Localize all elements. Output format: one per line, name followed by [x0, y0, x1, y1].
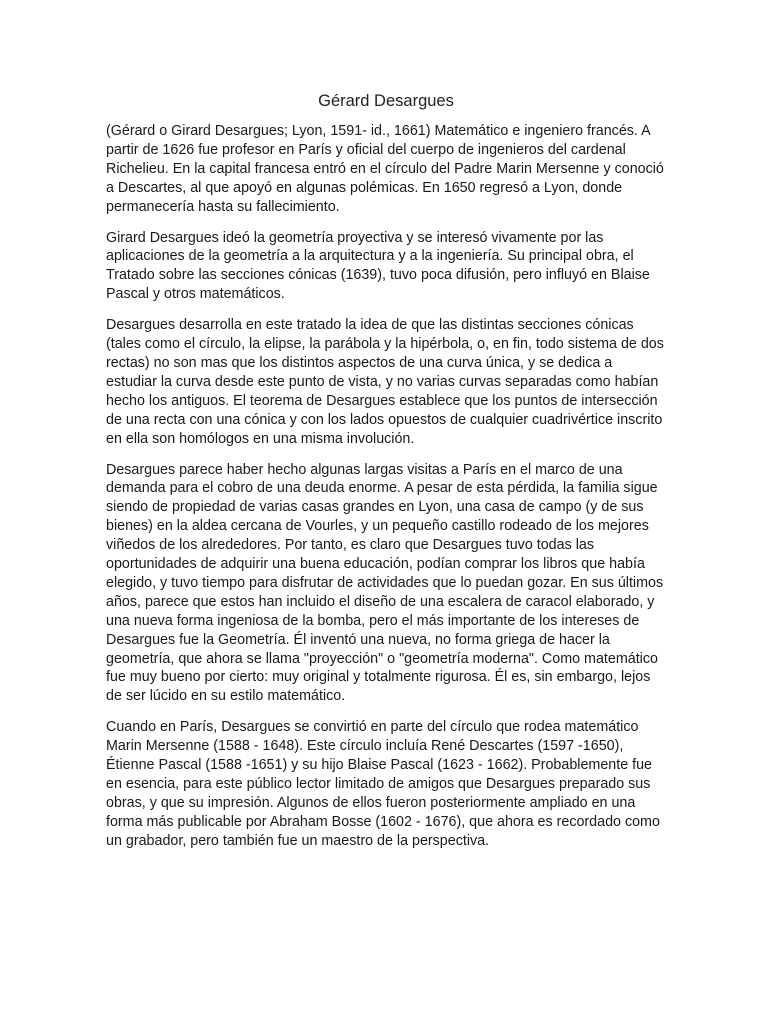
document-page [106, 88, 666, 863]
paragraph-mersenne-circle: Cuando en París, Desargues se convirtió en parte del círculo que rodea matemático Marin Mersenne (1588 - 1648). Este círculo incluía René Descartes (1597 -1650), Étienne Pascal (1588 -1651) y su hijo Blaise Pascal (1623 - 1662). Probablemente fue en esencia, para este público lector limitado de amigos que Desargues preparado sus obras, y que su impresión. Algunos de ellos fueron posteriormente ampliado en una forma más publicable por Abraham Bosse (1602 - 1676), que ahora es recordado como un grabador, pero también fue un maestro de la perspectiva. [106, 719, 660, 849]
paragraph-paris-visits: Desargues parece haber hecho algunas largas visitas a París en el marco de una demanda para el cobro de una deuda enorme. A pesar de esta pérdida, la familia sigue siendo de propiedad de varias casas grandes en Lyon, una casa de campo (y de sus bienes) en la aldea cercana de Vourles, y un pequeño castillo rodeado de los mejores viñedos de los alrededores. Por tanto, es claro que Desargues tuvo todas las oportunidades de adquirir una buena educación, podían comprar los libros que había elegido, y tuvo tiempo para disfrutar de actividades que lo puedan gozar. En sus últimos años, parece que estos han incluido el diseño de una escalera de caracol elaborado, y una nueva forma ingeniosa de la bomba, pero el más importante de los intereses de Desargues fue la Geometría. Él inventó una nueva, no forma griega de hacer la geometría, que ahora se llama "proyección" o "geometría moderna". Como matemático fue muy bueno por cierto: muy original y totalmente rigurosa. Él es, sin embargo, lejos de ser lúcido en su estilo matemático. [106, 461, 664, 705]
paragraph-biography: (Gérard o Girard Desargues; Lyon, 1591- id., 1661) Matemático e ingeniero francés. A partir de 1626 fue profesor en París y oficial del cuerpo de ingenieros del cardenal Richelieu. En la capital francesa entró en el círculo del Padre Marin Mersenne y conoció a Descartes, al que apoyó en algunas polémicas. En 1650 regresó a Lyon, donde permanecería hasta su fallecimiento. [106, 123, 664, 215]
paragraph-conic-sections: Desargues desarrolla en este tratado la idea de que las distintas secciones cónicas (tales como el círculo, la elipse, la parábola y la hipérbola, o, en fin, todo sistema de dos rectas) no son mas que los distintos aspectos de una curva única, y se dedica a estudiar la curva desde este punto de vista, y no varias curvas separadas como habían hecho los antiguos. El teorema de Desargues establece que los puntos de intersección de una recta con una cónica y con los lados opuestos de cualquier cuadrivértice inscrito en ella son homólogos en una misma involución. [106, 317, 664, 447]
document-title: Gérard Desargues [318, 92, 454, 110]
paragraph-projective-geometry: Girard Desargues ideó la geometría proyectiva y se interesó vivamente por las aplicaciones de la geometría a la arquitectura y a la ingeniería. Su principal obra, el Tratado sobre las secciones cónicas (1639), tuvo poca difusión, pero influyó en Blaise Pascal y otros matemáticos. [106, 229, 650, 303]
